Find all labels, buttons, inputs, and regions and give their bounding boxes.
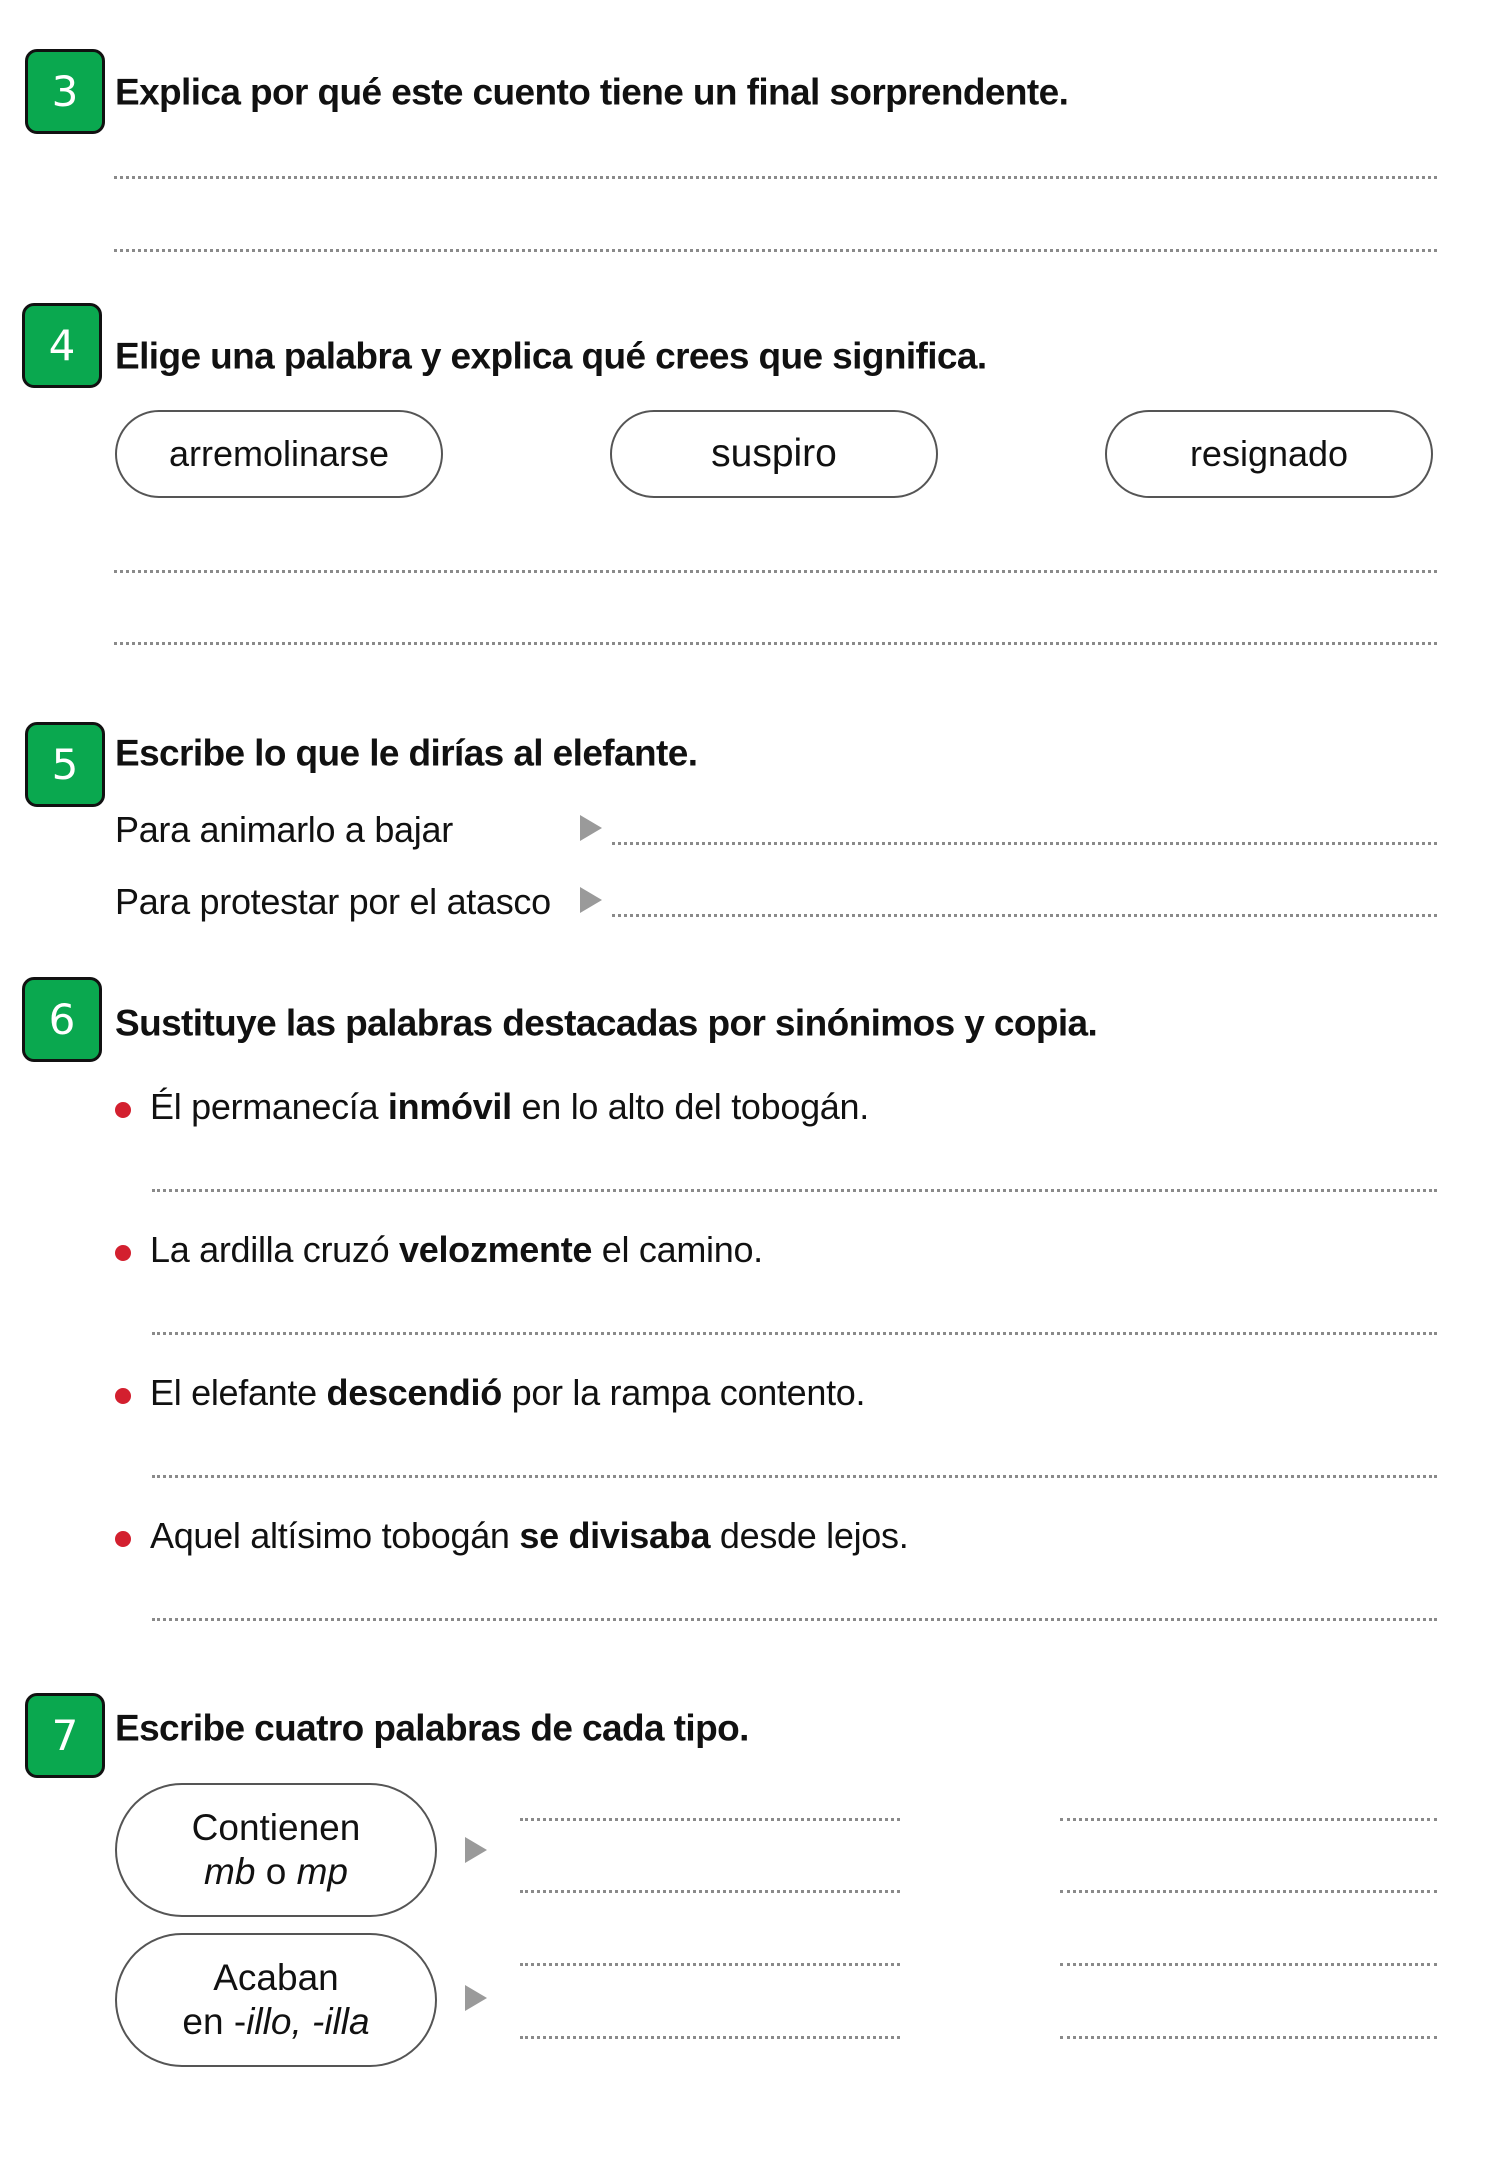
category-sublabel: mb o mp [204, 1851, 348, 1892]
sentence-text: La ardilla cruzó [150, 1229, 400, 1270]
sentence-2 [150, 1229, 763, 1270]
triangle-right-icon [580, 815, 602, 841]
question-5-title: Escribe lo que le dirías al elefante. [115, 732, 698, 774]
highlighted-word: velozmente [399, 1229, 593, 1270]
question-number-4: 4 [22, 303, 102, 388]
question-6-title: Sustituye las palabras destacadas por sinónimos y copia. [115, 1002, 1098, 1044]
answer-line[interactable] [114, 176, 1437, 179]
sentence-text: El elefante [150, 1372, 327, 1413]
question-7-title: Escribe cuatro palabras de cada tipo. [115, 1707, 749, 1749]
word-label: suspiro [711, 432, 837, 475]
word-label: resignado [1189, 433, 1349, 474]
question-number-6: 6 [22, 977, 102, 1062]
category-mb-mp [115, 1783, 437, 1917]
answer-line[interactable] [520, 1890, 900, 1893]
sentence-text: Él permanecía [150, 1086, 388, 1127]
bullet-icon [115, 1531, 131, 1547]
answer-line[interactable] [520, 1818, 900, 1821]
answer-line[interactable] [1060, 1890, 1437, 1893]
sentence-text: el camino. [592, 1229, 763, 1270]
sentence-1 [150, 1086, 869, 1127]
sentence-text: por la rampa contento. [501, 1372, 866, 1413]
question-number-7: 7 [25, 1693, 105, 1778]
triangle-right-icon [580, 887, 602, 913]
question-4-title: Elige una palabra y explica qué crees que significa. [115, 335, 987, 377]
sentence-text: desde lejos. [710, 1515, 909, 1556]
sentence-3 [150, 1372, 866, 1413]
category-illo-illa [115, 1933, 437, 2067]
prompt-label: Para protestar por el atasco [115, 881, 551, 922]
category-sublabel: en -illo, -illa [182, 2001, 370, 2042]
bullet-icon [115, 1388, 131, 1404]
answer-line[interactable] [114, 642, 1437, 645]
word-option-arremolinarse[interactable] [115, 410, 443, 498]
bullet-icon [115, 1102, 131, 1118]
sentence-text: en lo alto del tobogán. [511, 1086, 869, 1127]
word-option-resignado[interactable] [1105, 410, 1433, 498]
sentence-4 [150, 1515, 909, 1556]
question-number-5: 5 [25, 722, 105, 807]
prompt-label: Para animarlo a bajar [115, 809, 453, 850]
answer-line[interactable] [152, 1475, 1437, 1478]
category-label: Acaban [213, 1956, 339, 1998]
triangle-right-icon [465, 1985, 487, 2011]
answer-line[interactable] [520, 1963, 900, 1966]
answer-line[interactable] [152, 1332, 1437, 1335]
highlighted-word: se divisaba [519, 1515, 711, 1556]
bullet-icon [115, 1245, 131, 1261]
question-number-3: 3 [25, 49, 105, 134]
question-3-title: Explica por qué este cuento tiene un final sorprendente. [115, 71, 1069, 113]
answer-line[interactable] [152, 1618, 1437, 1621]
answer-line[interactable] [520, 2036, 900, 2039]
sentence-text: Aquel altísimo tobogán [150, 1515, 520, 1556]
answer-line[interactable] [1060, 1963, 1437, 1966]
answer-line[interactable] [612, 914, 1437, 917]
answer-line[interactable] [114, 249, 1437, 252]
highlighted-word: descendió [326, 1372, 502, 1413]
highlighted-word: inmóvil [387, 1086, 512, 1127]
answer-line[interactable] [1060, 1818, 1437, 1821]
category-label: Contienen [191, 1806, 361, 1848]
triangle-right-icon [465, 1837, 487, 1863]
answer-line[interactable] [612, 842, 1437, 845]
answer-line[interactable] [114, 570, 1437, 573]
word-label: arremolinarse [168, 433, 390, 474]
answer-line[interactable] [1060, 2036, 1437, 2039]
word-option-suspiro[interactable] [610, 410, 938, 498]
answer-line[interactable] [152, 1189, 1437, 1192]
